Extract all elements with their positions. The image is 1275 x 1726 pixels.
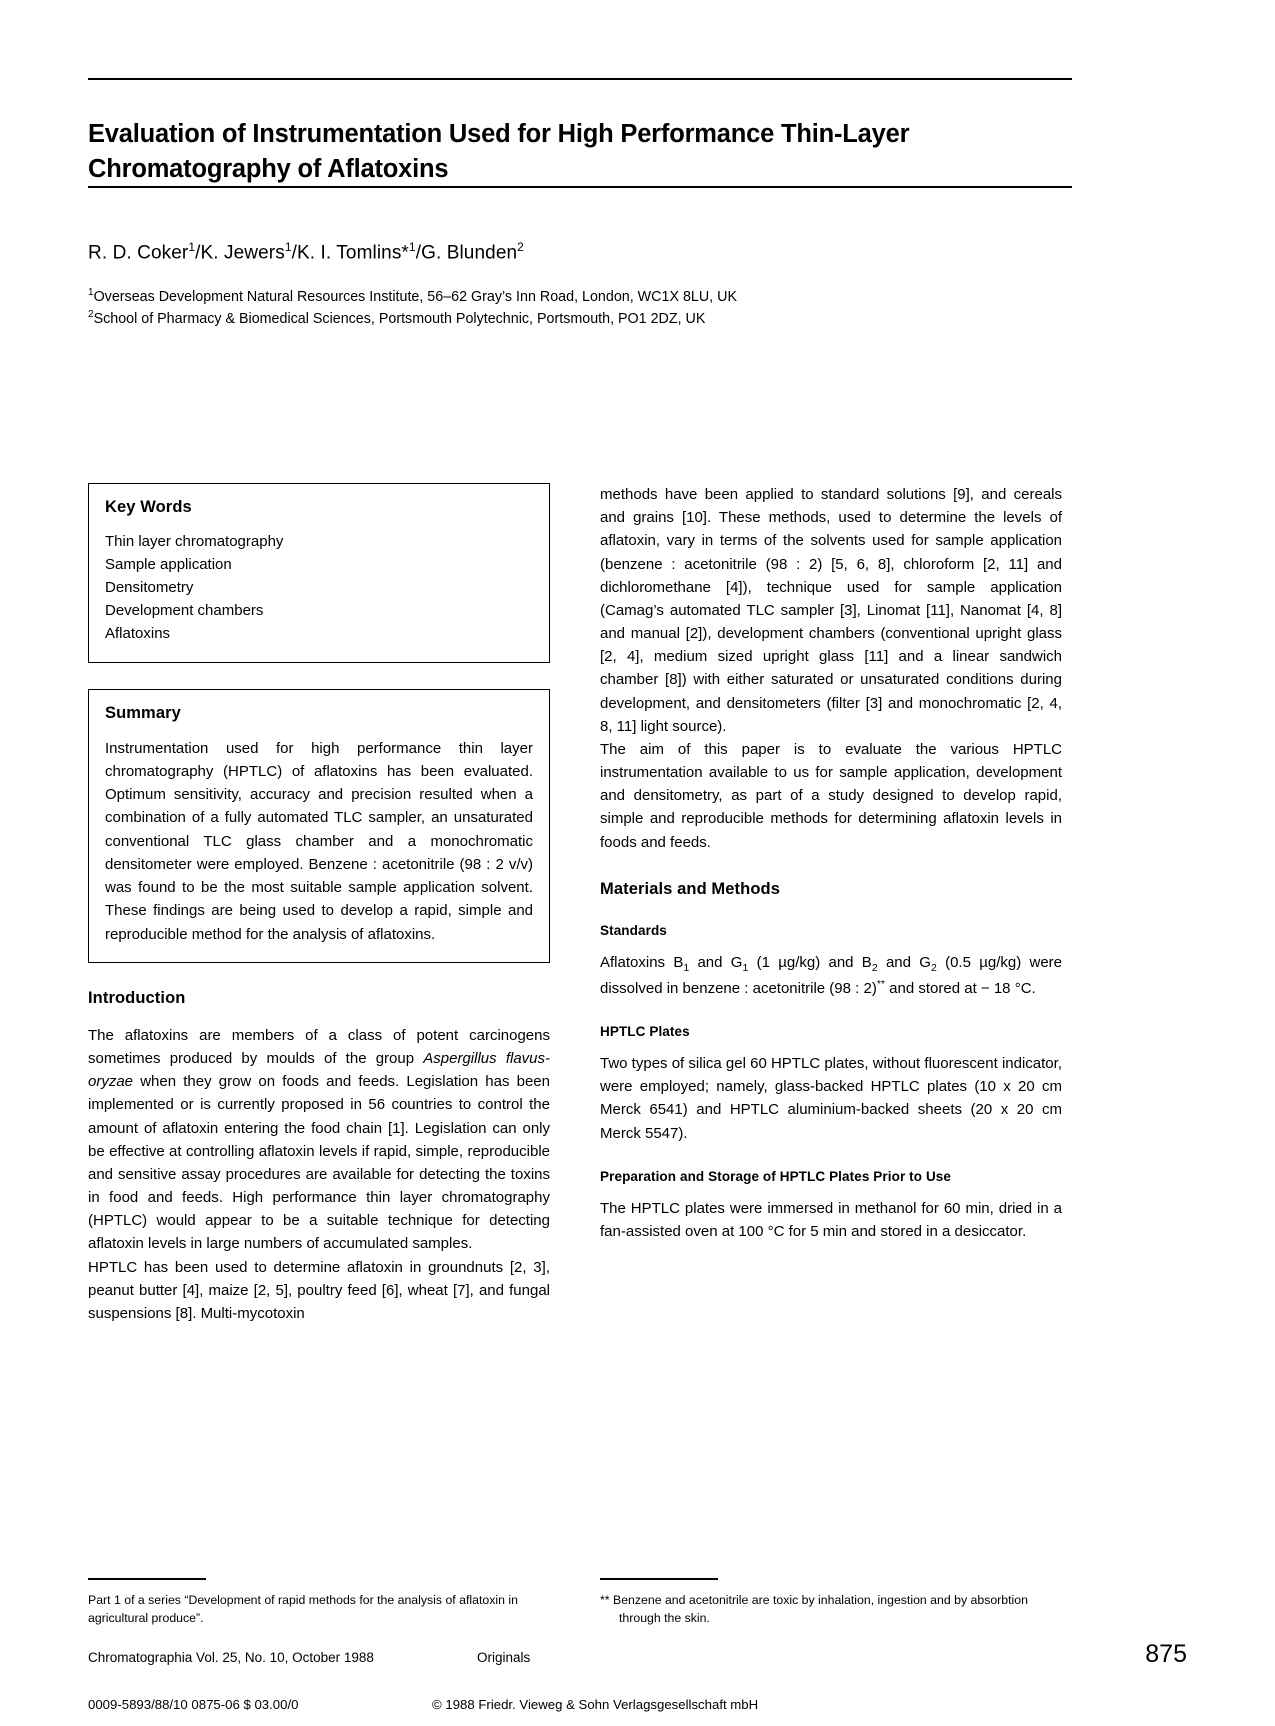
subsection-heading-preparation-storage: Preparation and Storage of HPTLC Plates Prior to Use xyxy=(600,1168,952,1184)
hptlc-plates-paragraph: Two types of silica gel 60 HPTLC plates, without fluorescent indicator, were employed; namely, glass-backed HPTLC plates (10 x 20 cm Merck 6541) and HPTLC aluminium-backed sheets (20 x 20 cm Merck 5547). xyxy=(600,1055,1062,1142)
subscript-b2: 2 xyxy=(871,961,878,974)
footnote-right xyxy=(600,1578,1062,1628)
section-heading-materials-methods: Materials and Methods xyxy=(600,879,780,898)
author-affil-marker-4: 2 xyxy=(517,240,524,254)
author-list: R. D. Coker$^1$/K. Jewers$^1$/K. I. Tomlins*$^1$/G. Blunden$^2$ xyxy=(88,240,524,264)
list-item: Aflatoxins xyxy=(105,624,171,642)
footer-issn-line: 0009-5893/88/10 0875-06 $ 03.00/0 xyxy=(88,1697,299,1712)
keywords-heading: Key Words xyxy=(105,498,192,516)
right-paragraph-1: methods have been applied to standard solutions [9], and cereals and grains [10]. These methods, used to determine the levels of aflatoxin, vary in terms of the solvents used for sample application (benzene : acetonitrile (98 : 2) [5, 6, 8], chloroform [2, 11] and dichloromethane [4]), technique used for sample application (Camag’s automated TLC sampler [3], Linomat [11], Nanomat [4, 8] and manual [2]), development chambers (conventional upright glass [2, 4], medium sized upright glass [11] and a linear sandwich chamber [8]) with either saturated or unsaturated conditions during development, and densitometers (filter [3] and monochromatic [2, 4, 8, 11] light source). xyxy=(600,486,1062,735)
author-affil-marker-1: 1 xyxy=(188,240,196,254)
footnote-rule-left xyxy=(88,1578,206,1580)
subscript-g2: 2 xyxy=(930,961,937,974)
footnote-left xyxy=(88,1578,550,1628)
author-affil-marker-2: 1 xyxy=(284,240,292,254)
page-title: Evaluation of Instrumentation Used for High Performance Thin-Layer Chromatography of Aflatoxins xyxy=(88,120,910,183)
standards-paragraph xyxy=(600,951,1062,1000)
list-item: Densitometry xyxy=(105,578,194,596)
standards-text-c: (1 µg/kg) and B xyxy=(748,953,872,971)
list-item: Sample application xyxy=(105,555,232,573)
summary-heading: Summary xyxy=(105,703,181,722)
footer-journal-info: Chromatographia Vol. 25, No. 10, October 1988 xyxy=(88,1650,374,1665)
introduction-paragraph-1 xyxy=(88,1024,550,1256)
summary-text: Instrumentation used for high performance thin layer chromatography (HPTLC) of aflatoxins has been evaluated. Optimum sensitivity, accuracy and precision resulted when a combination of a fully automated TLC sampler, an unsaturated conventional TLC glass chamber and a monochromatic densitometer were employed. Benzene : acetonitrile (98 : 2 v/v) was found to be the most suitable sample application solvent. These findings are being used to develop a rapid, simple and reproducible method for the analysis of aflatoxins. xyxy=(105,739,533,943)
right-column xyxy=(600,483,1062,1243)
species-name: Aspergillus flavus-oryzae xyxy=(88,1050,550,1091)
affiliation-marker-2: 2 xyxy=(88,309,94,320)
subsection-heading-hptlc-plates: HPTLC Plates xyxy=(600,1024,690,1040)
subscript-b1: 1 xyxy=(683,961,690,974)
standards-text-e: (0.5 µg/kg) were dissolved in benzene : acetonitrile (98 : 2) xyxy=(600,953,1062,997)
affiliation-2: $^2$School of Pharmacy & Biomedical Sciences, Portsmouth Polytechnic, Portsmouth, PO1 2DZ, UK xyxy=(88,309,706,327)
page-number: 875 xyxy=(1145,1640,1187,1668)
introduction-paragraph-2: HPTLC has been used to determine aflatoxin in groundnuts [2, 3], peanut butter [4], maize [2, 5], poultry feed [6], wheat [7], and fungal suspensions [8]. Multi-mycotoxin xyxy=(88,1258,550,1322)
left-column xyxy=(88,483,550,1325)
footer-section-label: Originals xyxy=(477,1650,531,1665)
footnote-right-text: ** Benzene and acetonitrile are toxic by inhalation, ingestion and by absorbtion through the skin. xyxy=(600,1593,1028,1625)
affiliation-marker-1: 1 xyxy=(88,287,94,298)
standards-text-b: and G xyxy=(689,953,743,971)
author-affil-marker-3: 1 xyxy=(408,240,416,254)
footnote-marker-double-star: ** xyxy=(876,977,886,990)
header-rule-top xyxy=(88,78,1072,80)
standards-text-a: Aflatoxins B xyxy=(600,953,684,971)
right-paragraph-2: The aim of this paper is to evaluate the various HPTLC instrumentation available to us for sample application, development and densitometry, as part of a study designed to develop rapid, simple and reproducible methods for determining aflatoxin levels in foods and feeds. xyxy=(600,740,1062,851)
footnote-rule-right xyxy=(600,1578,718,1580)
section-heading-introduction: Introduction xyxy=(88,988,186,1007)
footer-copyright: © 1988 Friedr. Vieweg & Sohn Verlagsgesellschaft mbH xyxy=(432,1697,759,1712)
keywords-box xyxy=(88,483,550,663)
list-item: Thin layer chromatography xyxy=(105,533,284,550)
list-item: Development chambers xyxy=(105,601,264,619)
header-rule-under-title xyxy=(88,186,1072,188)
subscript-g1: 1 xyxy=(742,961,749,974)
standards-text-f: and stored at − 18 °C. xyxy=(885,979,1036,997)
standards-text-d: and G xyxy=(877,953,931,971)
subsection-heading-standards: Standards xyxy=(600,922,667,938)
intro-text-a: The aflatoxins are members of a class of potent carcinogens sometimes produced by moulds of the group xyxy=(88,1026,550,1068)
keywords-list xyxy=(105,531,533,646)
intro-text-b: when they grow on foods and feeds. Legislation has been implemented or is currently proposed in 56 countries to control the amount of aflatoxin entering the food chain [1]. Legislation can only be effective at controlling aflatoxin levels if rapid, simple, reproducible and sensitive assay procedures are available for detecting the toxins in food and feeds. High performance thin layer chromatography (HPTLC) would appear to be a suitable technique for detecting aflatoxin levels in large numbers of accumulated samples. xyxy=(88,1073,550,1253)
summary-box xyxy=(88,689,550,963)
preparation-storage-paragraph: The HPTLC plates were immersed in methanol for 60 min, dried in a fan-assisted oven at 100 °C for 5 min and stored in a desiccator. xyxy=(600,1199,1062,1240)
footnote-left-text: Part 1 of a series “Development of rapid methods for the analysis of aflatoxin in agricultural produce”. xyxy=(88,1593,518,1625)
affiliation-1: $^1$Overseas Development Natural Resources Institute, 56–62 Gray’s Inn Road, London, WC1X 8LU, UK xyxy=(88,287,737,305)
